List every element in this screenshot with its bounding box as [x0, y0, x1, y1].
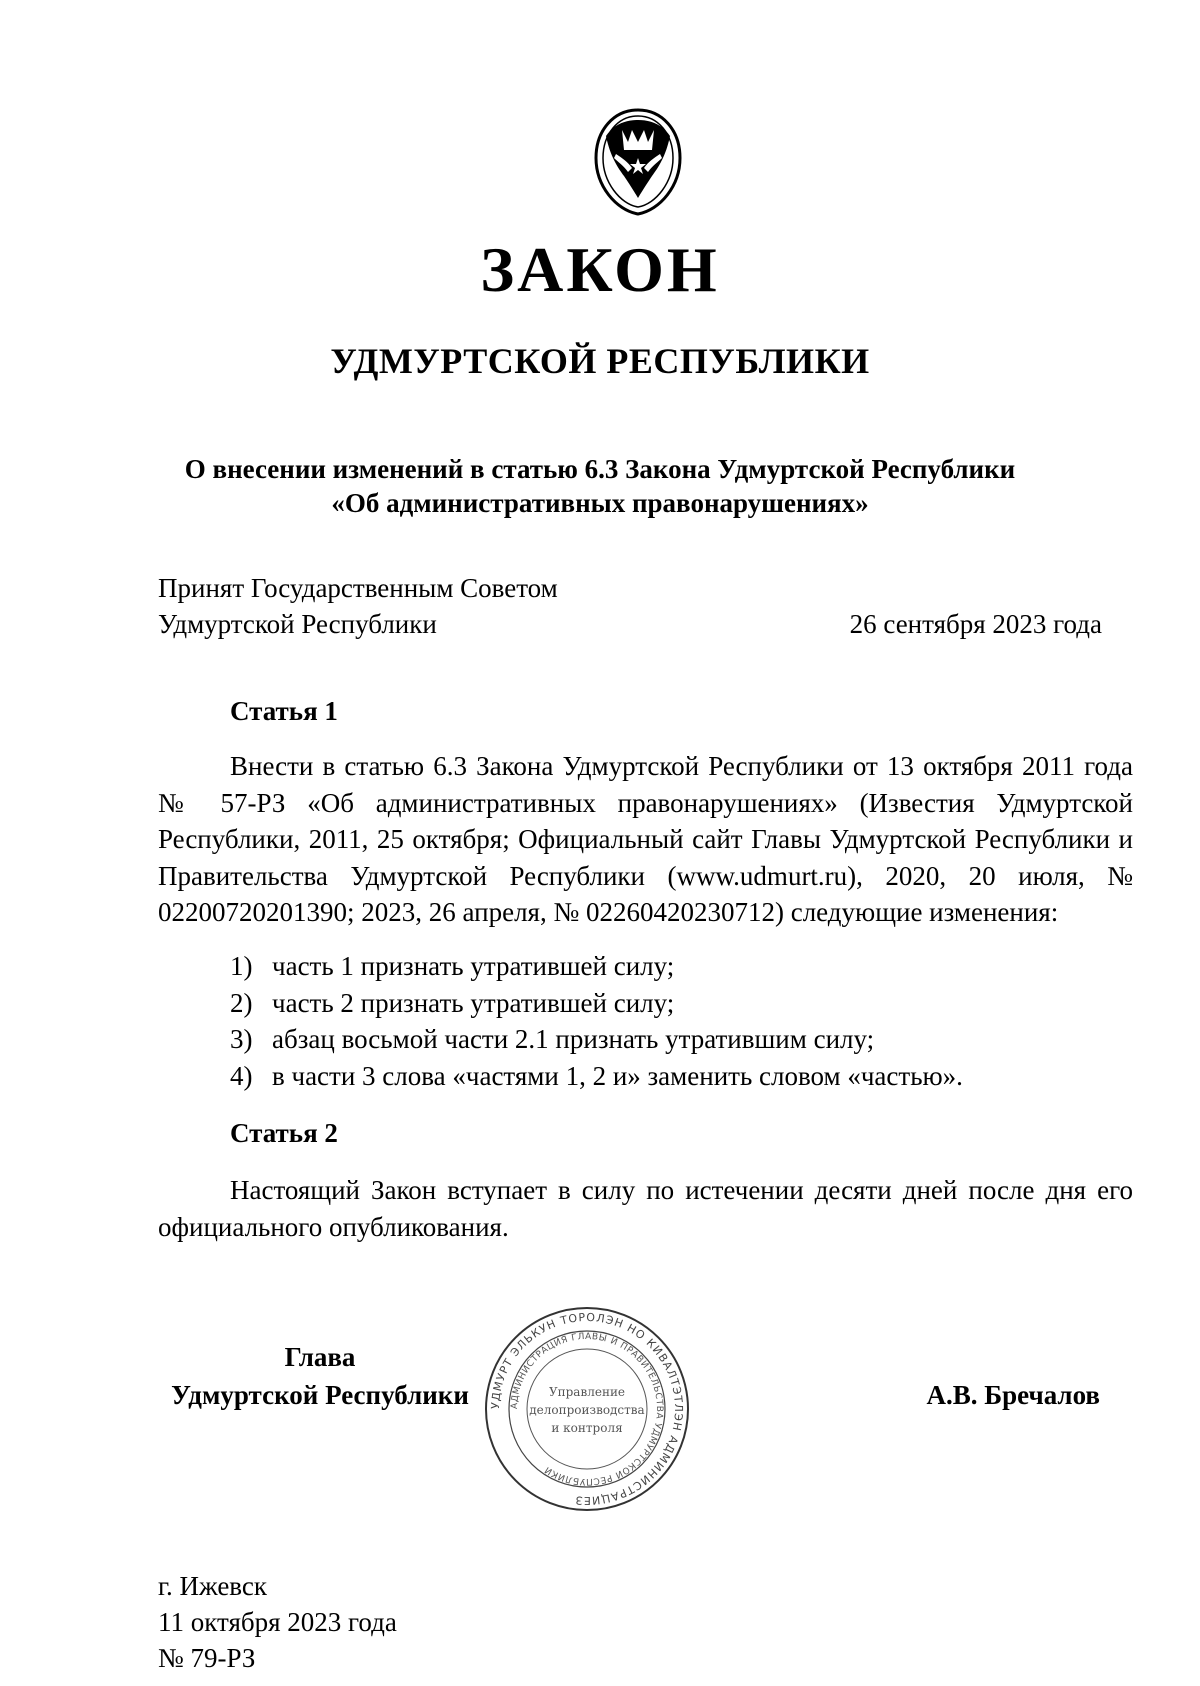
seal-outer-ring-text: УДМУРТ ЭЛЬКУН ТОРОЛЭН НО КИВАЛТЭТЛЭН АДМИНИСТРАЦИЕЗ	[488, 1310, 686, 1508]
law-heading-line-2: «Об административных правонарушениях»	[331, 488, 869, 518]
footer-date: 11 октября 2023 года	[158, 1607, 397, 1637]
signatory-name: А.В. Бречалов	[926, 1380, 1100, 1410]
list-item	[230, 1058, 963, 1095]
signatory-title	[160, 1338, 480, 1414]
official-seal-stamp	[482, 1304, 692, 1514]
list-item-text: часть 1 признать утратившей силу;	[272, 951, 675, 981]
list-item-number: 4)	[230, 1060, 253, 1091]
footer-city: г. Ижевск	[158, 1571, 268, 1601]
signatory-title-line-2: Удмуртской Республики	[171, 1380, 469, 1410]
list-item-text: в части 3 слова «частями 1, 2 и» заменить словом «частью».	[272, 1060, 963, 1091]
footer-number: № 79-РЗ	[158, 1643, 256, 1673]
seal-center-line-1: Управление	[548, 1385, 626, 1399]
amendments-list	[230, 948, 963, 1094]
document-title: ЗАКОН	[480, 234, 720, 305]
article-2-title: Статья 2	[230, 1118, 338, 1148]
list-item-number: 3)	[230, 1024, 253, 1055]
list-item-text: часть 2 признать утратившей силу;	[272, 987, 675, 1018]
signatory-title-line-1: Глава	[284, 1342, 356, 1372]
seal-center-line-3: и контроля	[551, 1421, 623, 1435]
list-item	[230, 1021, 963, 1058]
list-item-number: 2)	[230, 987, 253, 1018]
article-1-body: Внести в статью 6.3 Закона Удмуртской Республики от 13 октября 2011 года № 57-РЗ «Об административных правонарушениях» (Известия Удмуртской Республики, 2011, 25 октября; Официальный сайт Главы Удмуртской Республики и Правительства Удмуртской Республики (www.udmurt.ru), 2020, 20 июля, № 02200720201390; 2023, 26 апреля, № 02260420230712) следующие изменения:	[158, 751, 1133, 928]
seal-inner-ring-text: АДМИНИСТРАЦИЯ ГЛАВЫ И ПРАВИТЕЛЬСТВА УДМУРТСКОЙ РЕСПУБЛИКИ	[509, 1331, 665, 1487]
list-item-number: 1)	[230, 951, 253, 981]
article-2-body: Настоящий Закон вступает в силу по истечении десяти дней после дня его официального опубликования.	[158, 1175, 1133, 1242]
adoption-date: 26 сентября 2023 года	[849, 609, 1102, 639]
adoption-line-2: Удмуртской Республики	[158, 609, 437, 639]
list-item	[230, 948, 963, 985]
coat-of-arms-icon	[592, 106, 684, 216]
document-footer	[158, 1568, 397, 1676]
list-item-text: абзац восьмой части 2.1 признать утратившим силу;	[272, 1024, 875, 1055]
seal-center-line-2: делопроизводства	[529, 1403, 645, 1417]
adoption-line-1: Принят Государственным Советом	[158, 573, 558, 603]
document-subtitle: УДМУРТСКОЙ РЕСПУБЛИКИ	[330, 341, 870, 381]
article-1-title: Статья 1	[230, 696, 338, 726]
law-heading	[0, 452, 1200, 520]
list-item	[230, 985, 963, 1022]
law-heading-line-1: О внесении изменений в статью 6.3 Закона Удмуртской Республики	[184, 454, 1016, 484]
